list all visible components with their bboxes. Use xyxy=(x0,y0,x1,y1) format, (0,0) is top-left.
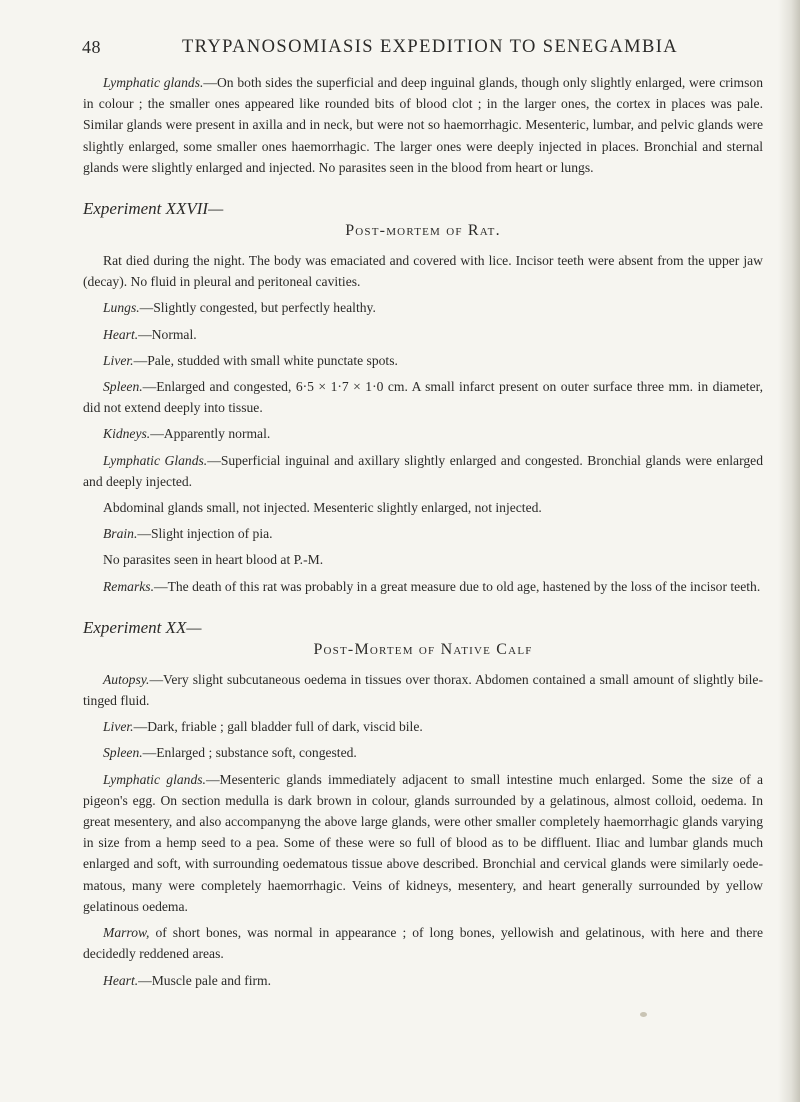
paragraph-text: —Superficial inguinal and axillary slightly enlarged and congested. Bronchial glands were enlarged and deeply injected. xyxy=(83,452,763,489)
paragraph-text: —Enlarged ; substance soft, congested. xyxy=(142,745,357,761)
paragraph-lead: Liver. xyxy=(103,352,134,368)
exp2-paragraph-4 xyxy=(83,922,763,964)
paragraph-text: —Dark, friable ; gall bladder full of dark, viscid bile. xyxy=(133,719,423,735)
paragraph-lead: Marrow, xyxy=(103,925,150,941)
paragraph-lead: Heart. xyxy=(103,972,139,988)
exp2-paragraph-3 xyxy=(83,769,763,917)
paragraph-lead: Remarks. xyxy=(103,578,154,594)
exp2-paragraph-0 xyxy=(83,669,763,711)
section-title: Post-Mortem of Native Calf xyxy=(313,640,533,658)
paragraph-text: —Very slight subcutaneous oedema in tissues over thorax. Abdomen contained a small amount of slightly bile-tinged fluid. xyxy=(83,671,763,709)
exp1-paragraph-5 xyxy=(83,423,763,444)
exp2-paragraph-2 xyxy=(83,742,763,763)
intro-paragraph xyxy=(83,72,763,178)
experiment-heading: Experiment XXVII— xyxy=(83,199,224,219)
exp1-paragraph-2 xyxy=(83,324,763,345)
paragraph-text: No parasites seen in heart blood at P.-M. xyxy=(103,552,324,568)
running-head: TRYPANOSOMIASIS EXPEDITION TO SENEGAMBIA xyxy=(181,37,679,57)
exp1-paragraph-7 xyxy=(83,497,763,518)
paragraph-lead: Brain. xyxy=(103,526,138,542)
paragraph-lead: Spleen. xyxy=(103,745,143,761)
experiment-heading: Experiment XX— xyxy=(83,617,202,637)
exp2-paragraph-5 xyxy=(83,970,763,991)
paragraph-text: Abdominal glands small, not injected. Mesenteric slightly enlarged, not injected. xyxy=(103,500,542,516)
paragraph-text: —Slightly congested, but perfectly healthy. xyxy=(139,300,376,316)
paragraph-lead: Heart. xyxy=(103,326,139,342)
page-number: 48 xyxy=(82,37,101,57)
page-body xyxy=(83,72,763,996)
exp1-paragraph-0 xyxy=(83,250,763,292)
section-title: Post-mortem of Rat. xyxy=(345,222,501,240)
exp1-paragraph-6 xyxy=(83,450,763,492)
paragraph-text: —The death of this rat was probably in a great measure due to old age, hastened by the loss of the incisor teeth. xyxy=(153,578,761,594)
paragraph-lead: Kidneys. xyxy=(103,426,151,442)
exp2-paragraph-1 xyxy=(83,716,763,737)
exp1-paragraph-9 xyxy=(83,549,763,570)
paragraph-text: Rat died during the night. The body was emaciated and covered with lice. Incisor teeth were absent from the upper jaw (decay). No fluid in pleural and peritoneal cavities. xyxy=(83,253,763,290)
paragraph-text: —Pale, studded with small white punctate spots. xyxy=(133,352,398,368)
exp1-paragraph-4 xyxy=(83,376,763,418)
paragraph-lead: Spleen. xyxy=(103,379,143,395)
exp1-paragraph-1 xyxy=(83,297,763,318)
paragraph-lead: Lymphatic Glands. xyxy=(103,452,208,468)
paragraph-lead: Lymphatic glands. xyxy=(103,75,204,90)
paragraph-lead: Autopsy. xyxy=(103,671,150,687)
page-edge-shadow xyxy=(778,0,800,1102)
paragraph-text: —Normal. xyxy=(138,326,197,342)
paragraph-text: of short bones, was normal in appearance ; of long bones, yellowish and gelatinous, with here and there decidedly reddened areas. xyxy=(83,925,763,962)
paragraph-text: —Mesenteric glands immediately adjacent to small intestine much enlarged. Some the size of a pigeon's egg. On section medulla is dark brown in colour, glands surrounded by a gelatinous, almost colloid, oedema. In great mesentery, and also accompanyng the above large glands, were other smaller completely haemorrhagic glands varying in size from a hemp seed to a pea. Some of these were so full of blood as to be diffluent. Iliac and lumbar glands much enlarged and soft, with surrounding oedematous tissue above described. Bronchial and cervical glands were similarly oede-matous, many were completely haemorrhagic. Veins of kidneys, mesentery, and heart generally surrounded by yellow gelatinous oedema. xyxy=(83,771,763,914)
page-header xyxy=(82,37,742,61)
paragraph-text: —On both sides the superficial and deep inguinal glands, though only slightly enlarged, were crimson in colour ; the smaller ones appeared like rounded bits of blood clot ; in the larger ones, the cortex in places was pale. Similar glands were present in axilla and in neck, but were not so haemorrhagic. Mesenteric, lumbar, and pelvic glands were slightly enlarged, some smaller ones haemorrhagic. The larger ones were deeply injected in places. Bronchial and sternal glands were slightly enlarged and injected. No parasites seen in the blood from heart or lungs. xyxy=(83,75,763,175)
exp1-paragraph-8 xyxy=(83,523,763,544)
paper-blemish xyxy=(640,1012,647,1017)
paragraph-lead: Lymphatic glands. xyxy=(103,771,206,787)
paragraph-lead: Lungs. xyxy=(103,300,140,316)
paragraph-text: —Enlarged and congested, 6·5 × 1·7 × 1·0 cm. A small infarct present on outer surface three mm. in diameter, did not extend deeply into tissue. xyxy=(83,379,763,416)
exp1-paragraph-3 xyxy=(83,350,763,371)
paragraph-text: —Apparently normal. xyxy=(150,426,271,442)
paragraph-lead: Liver. xyxy=(103,719,134,735)
exp1-paragraph-10 xyxy=(83,576,763,597)
paragraph-text: —Muscle pale and firm. xyxy=(138,972,272,988)
paragraph-text: —Slight injection of pia. xyxy=(137,526,273,542)
